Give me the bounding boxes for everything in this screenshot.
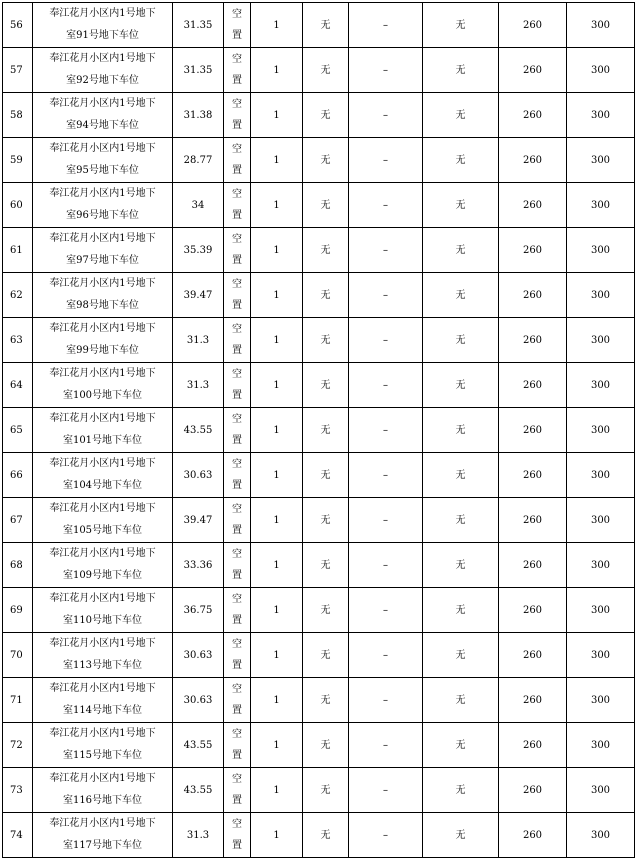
status-char-1: 空 <box>232 9 242 20</box>
quantity-cell: 1 <box>251 48 303 93</box>
table-row <box>3 228 635 273</box>
status-char-2: 置 <box>232 345 242 356</box>
location-line-1: 奉江花月小区内1号地下 <box>49 773 156 784</box>
row-index: 62 <box>3 273 33 318</box>
quantity-cell: 1 <box>251 678 303 723</box>
status-char-1: 空 <box>232 369 242 380</box>
price-cell-b: 300 <box>567 453 635 498</box>
status-char-1: 空 <box>232 324 242 335</box>
area-cell: 35.39 <box>173 228 224 273</box>
table-row <box>3 3 635 48</box>
col-5-cell: 无 <box>303 183 349 228</box>
quantity-cell: 1 <box>251 138 303 183</box>
col-7-cell: 无 <box>423 363 499 408</box>
status-cell <box>224 723 251 768</box>
price-cell-b: 300 <box>567 408 635 453</box>
row-index: 61 <box>3 228 33 273</box>
status-cell <box>224 543 251 588</box>
price-cell-a: 260 <box>499 183 567 228</box>
status-char-2: 置 <box>232 705 242 716</box>
location-cell <box>33 498 173 543</box>
price-cell-b: 300 <box>567 678 635 723</box>
col-5-cell: 无 <box>303 723 349 768</box>
status-cell <box>224 768 251 813</box>
table-row <box>3 183 635 228</box>
col-6-cell: – <box>349 498 423 543</box>
area-cell: 36.75 <box>173 588 224 633</box>
quantity-cell: 1 <box>251 588 303 633</box>
col-6-cell: – <box>349 363 423 408</box>
price-cell-a: 260 <box>499 498 567 543</box>
status-char-1: 空 <box>232 684 242 695</box>
row-index: 56 <box>3 3 33 48</box>
status-cell <box>224 498 251 543</box>
row-index: 64 <box>3 363 33 408</box>
row-index: 66 <box>3 453 33 498</box>
location-cell <box>33 678 173 723</box>
price-cell-a: 260 <box>499 228 567 273</box>
area-cell: 31.38 <box>173 93 224 138</box>
status-char-1: 空 <box>232 144 242 155</box>
price-cell-b: 300 <box>567 633 635 678</box>
location-line-2: 室113号地下车位 <box>62 660 143 671</box>
col-7-cell: 无 <box>423 453 499 498</box>
col-6-cell: – <box>349 813 423 858</box>
area-cell: 31.35 <box>173 48 224 93</box>
quantity-cell: 1 <box>251 543 303 588</box>
status-char-2: 置 <box>232 300 242 311</box>
col-7-cell: 无 <box>423 498 499 543</box>
price-cell-a: 260 <box>499 318 567 363</box>
col-6-cell: – <box>349 3 423 48</box>
price-cell-a: 260 <box>499 678 567 723</box>
area-cell: 30.63 <box>173 633 224 678</box>
location-line-2: 室97号地下车位 <box>66 255 139 266</box>
location-line-1: 奉江花月小区内1号地下 <box>49 593 156 604</box>
location-cell <box>33 228 173 273</box>
price-cell-a: 260 <box>499 273 567 318</box>
location-line-1: 奉江花月小区内1号地下 <box>49 143 156 154</box>
status-cell <box>224 273 251 318</box>
col-6-cell: – <box>349 318 423 363</box>
row-index: 71 <box>3 678 33 723</box>
location-line-2: 室109号地下车位 <box>62 570 143 581</box>
price-cell-a: 260 <box>499 48 567 93</box>
status-cell <box>224 813 251 858</box>
location-line-2: 室116号地下车位 <box>62 795 143 806</box>
col-5-cell: 无 <box>303 138 349 183</box>
location-line-1: 奉江花月小区内1号地下 <box>49 728 156 739</box>
price-cell-b: 300 <box>567 543 635 588</box>
location-line-1: 奉江花月小区内1号地下 <box>49 233 156 244</box>
row-index: 67 <box>3 498 33 543</box>
table-row <box>3 363 635 408</box>
status-char-2: 置 <box>232 30 242 41</box>
location-cell <box>33 723 173 768</box>
location-line-2: 室94号地下车位 <box>66 120 139 131</box>
location-line-2: 室95号地下车位 <box>66 165 139 176</box>
table-row <box>3 453 635 498</box>
col-5-cell: 无 <box>303 3 349 48</box>
col-7-cell: 无 <box>423 543 499 588</box>
quantity-cell: 1 <box>251 318 303 363</box>
quantity-cell: 1 <box>251 93 303 138</box>
price-cell-b: 300 <box>567 723 635 768</box>
table-row <box>3 408 635 453</box>
price-cell-a: 260 <box>499 723 567 768</box>
col-5-cell: 无 <box>303 588 349 633</box>
price-cell-b: 300 <box>567 3 635 48</box>
status-cell <box>224 678 251 723</box>
col-6-cell: – <box>349 48 423 93</box>
status-char-1: 空 <box>232 99 242 110</box>
location-cell <box>33 588 173 633</box>
quantity-cell: 1 <box>251 723 303 768</box>
table-row <box>3 93 635 138</box>
location-line-1: 奉江花月小区内1号地下 <box>49 413 156 424</box>
table-row <box>3 723 635 768</box>
location-line-2: 室92号地下车位 <box>66 75 139 86</box>
area-cell: 30.63 <box>173 453 224 498</box>
location-cell <box>33 318 173 363</box>
location-cell <box>33 408 173 453</box>
price-cell-b: 300 <box>567 498 635 543</box>
location-line-2: 室98号地下车位 <box>66 300 139 311</box>
location-cell <box>33 183 173 228</box>
status-char-2: 置 <box>232 435 242 446</box>
col-7-cell: 无 <box>423 633 499 678</box>
col-5-cell: 无 <box>303 48 349 93</box>
table-body <box>3 3 635 858</box>
location-line-2: 室99号地下车位 <box>66 345 139 356</box>
status-char-1: 空 <box>232 189 242 200</box>
col-6-cell: – <box>349 138 423 183</box>
col-5-cell: 无 <box>303 498 349 543</box>
area-cell: 39.47 <box>173 273 224 318</box>
price-cell-b: 300 <box>567 768 635 813</box>
status-cell <box>224 408 251 453</box>
col-6-cell: – <box>349 273 423 318</box>
col-7-cell: 无 <box>423 93 499 138</box>
location-line-2: 室101号地下车位 <box>62 435 143 446</box>
col-6-cell: – <box>349 678 423 723</box>
location-line-1: 奉江花月小区内1号地下 <box>49 548 156 559</box>
quantity-cell: 1 <box>251 228 303 273</box>
location-line-1: 奉江花月小区内1号地下 <box>49 818 156 829</box>
quantity-cell: 1 <box>251 408 303 453</box>
col-7-cell: 无 <box>423 678 499 723</box>
table-row <box>3 138 635 183</box>
price-cell-a: 260 <box>499 588 567 633</box>
status-char-2: 置 <box>232 255 242 266</box>
location-line-1: 奉江花月小区内1号地下 <box>49 8 156 19</box>
quantity-cell: 1 <box>251 498 303 543</box>
price-cell-a: 260 <box>499 3 567 48</box>
location-line-1: 奉江花月小区内1号地下 <box>49 638 156 649</box>
row-index: 68 <box>3 543 33 588</box>
col-7-cell: 无 <box>423 588 499 633</box>
location-line-2: 室115号地下车位 <box>62 750 143 761</box>
status-char-1: 空 <box>232 459 242 470</box>
col-7-cell: 无 <box>423 183 499 228</box>
row-index: 63 <box>3 318 33 363</box>
area-cell: 31.3 <box>173 813 224 858</box>
col-5-cell: 无 <box>303 363 349 408</box>
row-index: 58 <box>3 93 33 138</box>
area-cell: 43.55 <box>173 768 224 813</box>
location-line-1: 奉江花月小区内1号地下 <box>49 683 156 694</box>
location-line-2: 室117号地下车位 <box>62 840 143 851</box>
price-cell-a: 260 <box>499 633 567 678</box>
price-cell-b: 300 <box>567 813 635 858</box>
quantity-cell: 1 <box>251 768 303 813</box>
location-line-1: 奉江花月小区内1号地下 <box>49 458 156 469</box>
status-char-2: 置 <box>232 750 242 761</box>
row-index: 60 <box>3 183 33 228</box>
status-char-2: 置 <box>232 660 242 671</box>
location-cell <box>33 543 173 588</box>
location-line-1: 奉江花月小区内1号地下 <box>49 368 156 379</box>
price-cell-b: 300 <box>567 588 635 633</box>
status-char-2: 置 <box>232 840 242 851</box>
col-6-cell: – <box>349 228 423 273</box>
row-index: 59 <box>3 138 33 183</box>
status-char-2: 置 <box>232 615 242 626</box>
status-cell <box>224 3 251 48</box>
price-cell-b: 300 <box>567 48 635 93</box>
price-cell-b: 300 <box>567 318 635 363</box>
quantity-cell: 1 <box>251 813 303 858</box>
price-cell-a: 260 <box>499 138 567 183</box>
location-line-1: 奉江花月小区内1号地下 <box>49 503 156 514</box>
location-line-1: 奉江花月小区内1号地下 <box>49 323 156 334</box>
price-cell-a: 260 <box>499 768 567 813</box>
area-cell: 43.55 <box>173 408 224 453</box>
status-char-2: 置 <box>232 795 242 806</box>
area-cell: 43.55 <box>173 723 224 768</box>
location-line-2: 室96号地下车位 <box>66 210 139 221</box>
table-row <box>3 543 635 588</box>
col-5-cell: 无 <box>303 768 349 813</box>
area-cell: 31.3 <box>173 363 224 408</box>
col-5-cell: 无 <box>303 453 349 498</box>
status-cell <box>224 363 251 408</box>
area-cell: 28.77 <box>173 138 224 183</box>
location-line-1: 奉江花月小区内1号地下 <box>49 278 156 289</box>
row-index: 70 <box>3 633 33 678</box>
col-6-cell: – <box>349 543 423 588</box>
price-cell-a: 260 <box>499 543 567 588</box>
area-cell: 34 <box>173 183 224 228</box>
col-7-cell: 无 <box>423 768 499 813</box>
price-cell-a: 260 <box>499 453 567 498</box>
area-cell: 31.35 <box>173 3 224 48</box>
status-char-1: 空 <box>232 54 242 65</box>
col-6-cell: – <box>349 408 423 453</box>
col-7-cell: 无 <box>423 273 499 318</box>
area-cell: 39.47 <box>173 498 224 543</box>
col-7-cell: 无 <box>423 3 499 48</box>
status-char-2: 置 <box>232 210 242 221</box>
col-5-cell: 无 <box>303 318 349 363</box>
col-6-cell: – <box>349 723 423 768</box>
col-7-cell: 无 <box>423 138 499 183</box>
parking-spaces-table <box>2 2 635 858</box>
table-row <box>3 678 635 723</box>
status-cell <box>224 183 251 228</box>
location-cell <box>33 93 173 138</box>
location-cell <box>33 813 173 858</box>
location-line-2: 室100号地下车位 <box>62 390 143 401</box>
location-cell <box>33 453 173 498</box>
row-index: 69 <box>3 588 33 633</box>
price-cell-b: 300 <box>567 273 635 318</box>
col-6-cell: – <box>349 588 423 633</box>
col-5-cell: 无 <box>303 228 349 273</box>
status-char-1: 空 <box>232 504 242 515</box>
table-row <box>3 633 635 678</box>
table-row <box>3 768 635 813</box>
col-6-cell: – <box>349 453 423 498</box>
status-char-1: 空 <box>232 549 242 560</box>
location-cell <box>33 633 173 678</box>
price-cell-a: 260 <box>499 363 567 408</box>
col-5-cell: 无 <box>303 408 349 453</box>
quantity-cell: 1 <box>251 273 303 318</box>
quantity-cell: 1 <box>251 363 303 408</box>
col-5-cell: 无 <box>303 678 349 723</box>
row-index: 57 <box>3 48 33 93</box>
status-char-1: 空 <box>232 234 242 245</box>
row-index: 72 <box>3 723 33 768</box>
status-char-1: 空 <box>232 774 242 785</box>
col-6-cell: – <box>349 633 423 678</box>
row-index: 74 <box>3 813 33 858</box>
row-index: 65 <box>3 408 33 453</box>
status-char-2: 置 <box>232 570 242 581</box>
col-5-cell: 无 <box>303 93 349 138</box>
status-cell <box>224 228 251 273</box>
location-line-1: 奉江花月小区内1号地下 <box>49 53 156 64</box>
status-char-1: 空 <box>232 279 242 290</box>
status-char-1: 空 <box>232 729 242 740</box>
table-row <box>3 273 635 318</box>
col-6-cell: – <box>349 183 423 228</box>
quantity-cell: 1 <box>251 3 303 48</box>
status-cell <box>224 588 251 633</box>
col-5-cell: 无 <box>303 633 349 678</box>
area-cell: 31.3 <box>173 318 224 363</box>
location-line-2: 室104号地下车位 <box>62 480 143 491</box>
status-cell <box>224 633 251 678</box>
status-char-1: 空 <box>232 819 242 830</box>
col-7-cell: 无 <box>423 408 499 453</box>
col-5-cell: 无 <box>303 543 349 588</box>
col-5-cell: 无 <box>303 273 349 318</box>
area-cell: 30.63 <box>173 678 224 723</box>
row-index: 73 <box>3 768 33 813</box>
price-cell-b: 300 <box>567 228 635 273</box>
col-7-cell: 无 <box>423 813 499 858</box>
price-cell-b: 300 <box>567 183 635 228</box>
col-7-cell: 无 <box>423 228 499 273</box>
price-cell-a: 260 <box>499 408 567 453</box>
status-cell <box>224 93 251 138</box>
status-char-2: 置 <box>232 120 242 131</box>
status-char-2: 置 <box>232 165 242 176</box>
table-row <box>3 498 635 543</box>
price-cell-a: 260 <box>499 813 567 858</box>
location-cell <box>33 363 173 408</box>
location-cell <box>33 768 173 813</box>
col-6-cell: – <box>349 93 423 138</box>
area-cell: 33.36 <box>173 543 224 588</box>
quantity-cell: 1 <box>251 453 303 498</box>
col-7-cell: 无 <box>423 723 499 768</box>
quantity-cell: 1 <box>251 183 303 228</box>
status-char-2: 置 <box>232 390 242 401</box>
table-row <box>3 588 635 633</box>
price-cell-b: 300 <box>567 93 635 138</box>
location-cell <box>33 48 173 93</box>
table-row <box>3 318 635 363</box>
status-cell <box>224 48 251 93</box>
status-char-1: 空 <box>232 414 242 425</box>
location-line-2: 室114号地下车位 <box>62 705 143 716</box>
quantity-cell: 1 <box>251 633 303 678</box>
col-5-cell: 无 <box>303 813 349 858</box>
location-line-2: 室91号地下车位 <box>66 30 139 41</box>
price-cell-b: 300 <box>567 138 635 183</box>
status-cell <box>224 453 251 498</box>
col-7-cell: 无 <box>423 318 499 363</box>
price-cell-a: 260 <box>499 93 567 138</box>
location-cell <box>33 138 173 183</box>
col-7-cell: 无 <box>423 48 499 93</box>
col-6-cell: – <box>349 768 423 813</box>
location-cell <box>33 3 173 48</box>
status-cell <box>224 318 251 363</box>
location-cell <box>33 273 173 318</box>
status-char-2: 置 <box>232 480 242 491</box>
table-row <box>3 48 635 93</box>
status-cell <box>224 138 251 183</box>
location-line-1: 奉江花月小区内1号地下 <box>49 98 156 109</box>
location-line-1: 奉江花月小区内1号地下 <box>49 188 156 199</box>
price-cell-b: 300 <box>567 363 635 408</box>
table-row <box>3 813 635 858</box>
status-char-2: 置 <box>232 75 242 86</box>
status-char-1: 空 <box>232 639 242 650</box>
status-char-1: 空 <box>232 594 242 605</box>
location-line-2: 室105号地下车位 <box>62 525 143 536</box>
location-line-2: 室110号地下车位 <box>62 615 143 626</box>
status-char-2: 置 <box>232 525 242 536</box>
